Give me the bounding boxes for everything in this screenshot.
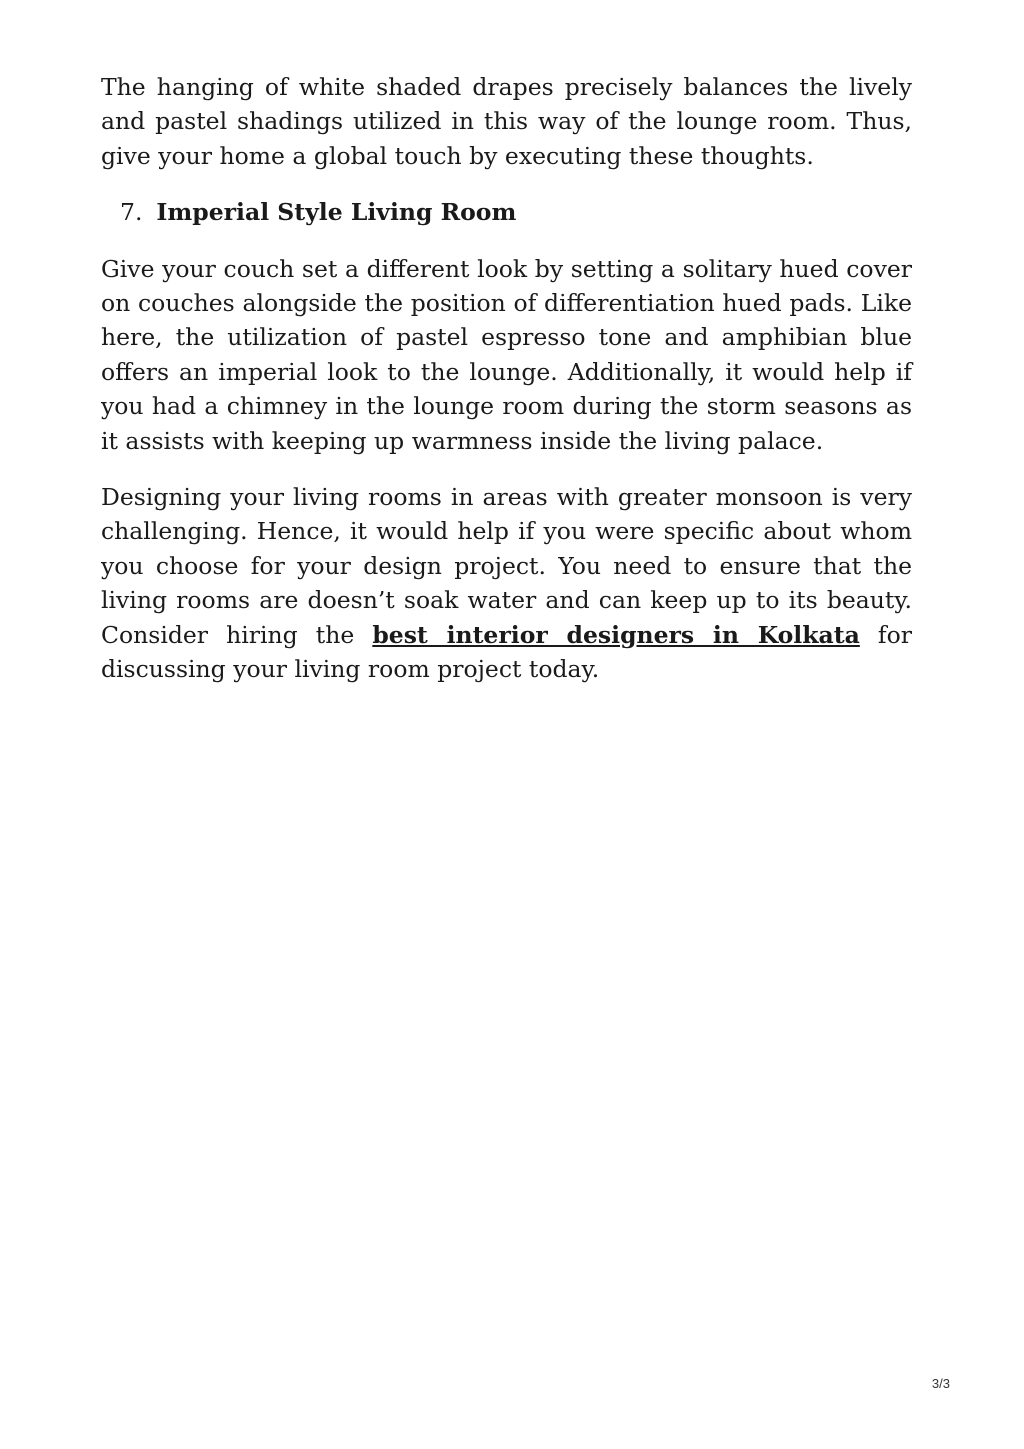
intro-paragraph: The hanging of white shaded drapes precisely balances the lively and pastel shadings utilized in this way of the lounge room. Thus, give your home a global touch by executing these thoughts.	[101, 73, 912, 170]
body-paragraph-1: Give your couch set a different look by setting a solitary hued cover on couches alongside the position of differentiation hued pads. Like here, the utilization of pastel espresso tone and amphibian blue offers an imperial look to the lounge. Additionally, it would help if you had a chimney in the lounge room during the storm seasons as it assists with keeping up warmness inside the living palace.	[101, 254, 912, 455]
interior-designers-link[interactable]: best interior designers in Kolkata	[372, 620, 860, 649]
section-number: 7.	[120, 198, 143, 227]
paragraph-text-after-link: for discussing your living room project today.	[101, 620, 912, 684]
document-page	[101, 70, 912, 709]
body-paragraph-2	[101, 480, 912, 686]
page-number: 3/3	[931, 1376, 950, 1391]
paragraph-text-before-link: Designing your living rooms in areas with greater monsoon is very challenging. Hence, it would help if you were specific about whom you choose for your design project. You need to ensure that the living rooms are doesn’t soak water and can keep up to its beauty. Consider hiring the	[101, 483, 912, 649]
section-title: Imperial Style Living Room	[156, 198, 517, 227]
section-heading	[101, 195, 912, 229]
